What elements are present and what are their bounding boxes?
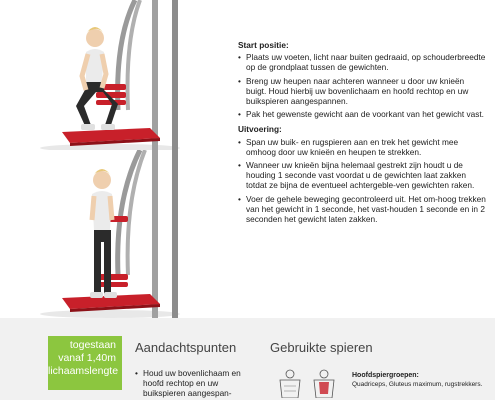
start-position-list bbox=[238, 52, 486, 119]
badge-line: togestaan bbox=[69, 339, 116, 351]
attention-title: Aandachtspunten bbox=[135, 340, 237, 355]
execution-title: Uitvoering: bbox=[238, 124, 282, 135]
info-footer bbox=[0, 318, 495, 400]
list-item: • Wanneer uw knieën bijna helemaal gestrekt zijn houdt u de houding 1 seconde vast voordat u de gewichten laat zakken totdat ze bijna de eventueel achtergeble-ven gewichten raken. bbox=[238, 160, 486, 191]
height-requirement-badge bbox=[48, 336, 122, 390]
start-position-illustration bbox=[0, 0, 215, 150]
muscles-title: Gebruikte spieren bbox=[270, 340, 373, 355]
list-item: • Pak het gewenste gewicht aan de voorkant van het gewicht vast. bbox=[238, 109, 486, 119]
list-item: • Houd uw bovenlichaam en hoofd rechtop en uw buikspieren aangespan- bbox=[135, 368, 255, 398]
front-body-icon bbox=[280, 370, 300, 398]
list-item: • Span uw buik- en rugspieren aan en trek het gewicht mee omhoog door uw knieën en heupen te strekken. bbox=[238, 137, 486, 157]
execution-illustration bbox=[0, 150, 215, 318]
attention-list bbox=[135, 368, 255, 398]
back-body-icon bbox=[314, 370, 334, 398]
muscle-group-list: Quadriceps, Gluteus maximum, rugstrekkers. bbox=[352, 381, 483, 388]
start-position-title: Start positie: bbox=[238, 40, 289, 50]
badge-line: vanaf 1,40m bbox=[58, 352, 116, 364]
muscle-group-title: Hoofdspiergroepen: bbox=[352, 372, 419, 379]
badge-line: lichaamslengte bbox=[48, 365, 119, 377]
list-item: • Plaats uw voeten, licht naar buiten gedraaid, op schouderbreedte op de grondplaat tussen de gewichten. bbox=[238, 52, 486, 72]
muscle-diagram bbox=[268, 368, 348, 398]
list-item: • Voer de gehele beweging gecontroleerd uit. Het om-hoog trekken van het gewicht in 1 seconde, het vast-houden 1 seconde en in 2 seconden het gewicht laten zakken. bbox=[238, 194, 486, 225]
list-item: • Breng uw heupen naar achteren wanneer u door uw knieën buigt. Houd hierbij uw bovenlichaam en hoofd rechtop en uw buikspieren aangespannen. bbox=[238, 76, 486, 107]
instructions bbox=[238, 40, 486, 229]
execution-list bbox=[238, 137, 486, 225]
